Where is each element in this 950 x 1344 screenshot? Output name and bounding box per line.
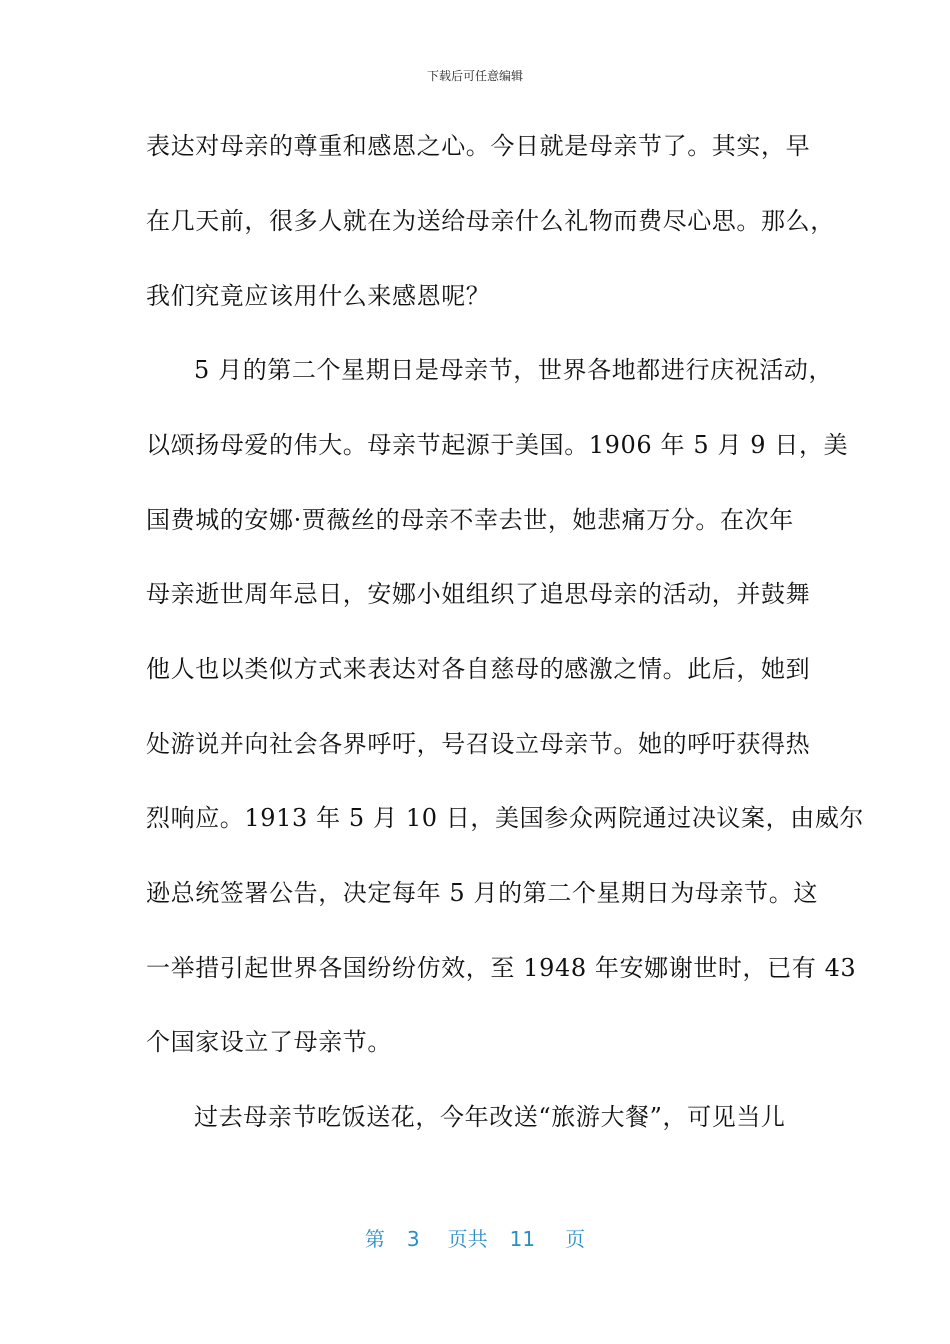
text-line: 他人也以类似方式来表达对各自慈母的感激之情。此后，她到 (146, 655, 811, 683)
page-number-footer (0, 1226, 950, 1252)
text-line: 国费城的安娜·贾薇丝的母亲不幸去世，她悲痛万分。在次年 (146, 506, 794, 534)
text-line: 烈响应。1913 年 5 月 10 日，美国参众两院通过决议案，由威尔 (146, 804, 865, 832)
page-prefix: 第 (364, 1227, 385, 1251)
paragraph-first-line: 5 月的第二个星期日是母亲节，世界各地都进行庆祝活动， (194, 356, 834, 384)
text-line: 一举措引起世界各国纷纷仿效，至 1948 年安娜谢世时，已有 43 (146, 954, 857, 982)
page-current: 3 (406, 1227, 420, 1251)
page-total: 11 (509, 1227, 536, 1251)
text-line: 母亲逝世周年忌日，安娜小姐组织了追思母亲的活动，并鼓舞 (146, 580, 811, 608)
text-line: 处游说并向社会各界呼吁，号召设立母亲节。她的呼吁获得热 (146, 730, 811, 758)
paragraph-first-line: 过去母亲节吃饭送花，今年改送“旅游大餐”，可见当儿 (194, 1103, 786, 1131)
text-line: 在几天前，很多人就在为送给母亲什么礼物而费尽心思。那么， (146, 207, 835, 235)
text-line: 表达对母亲的尊重和感恩之心。今日就是母亲节了。其实，早 (146, 132, 811, 160)
text-line: 我们究竟应该用什么来感恩呢？ (146, 282, 491, 310)
page-mid: 页共 (447, 1227, 488, 1251)
page-suffix: 页 (565, 1227, 586, 1251)
page-header-note: 下载后可任意编辑 (426, 69, 523, 83)
text-line: 以颂扬母爱的伟大。母亲节起源于美国。1906 年 5 月 9 日，美 (146, 431, 849, 459)
text-line: 逊总统签署公告，决定每年 5 月的第二个星期日为母亲节。这 (146, 879, 818, 907)
text-line: 个国家设立了母亲节。 (146, 1028, 392, 1056)
